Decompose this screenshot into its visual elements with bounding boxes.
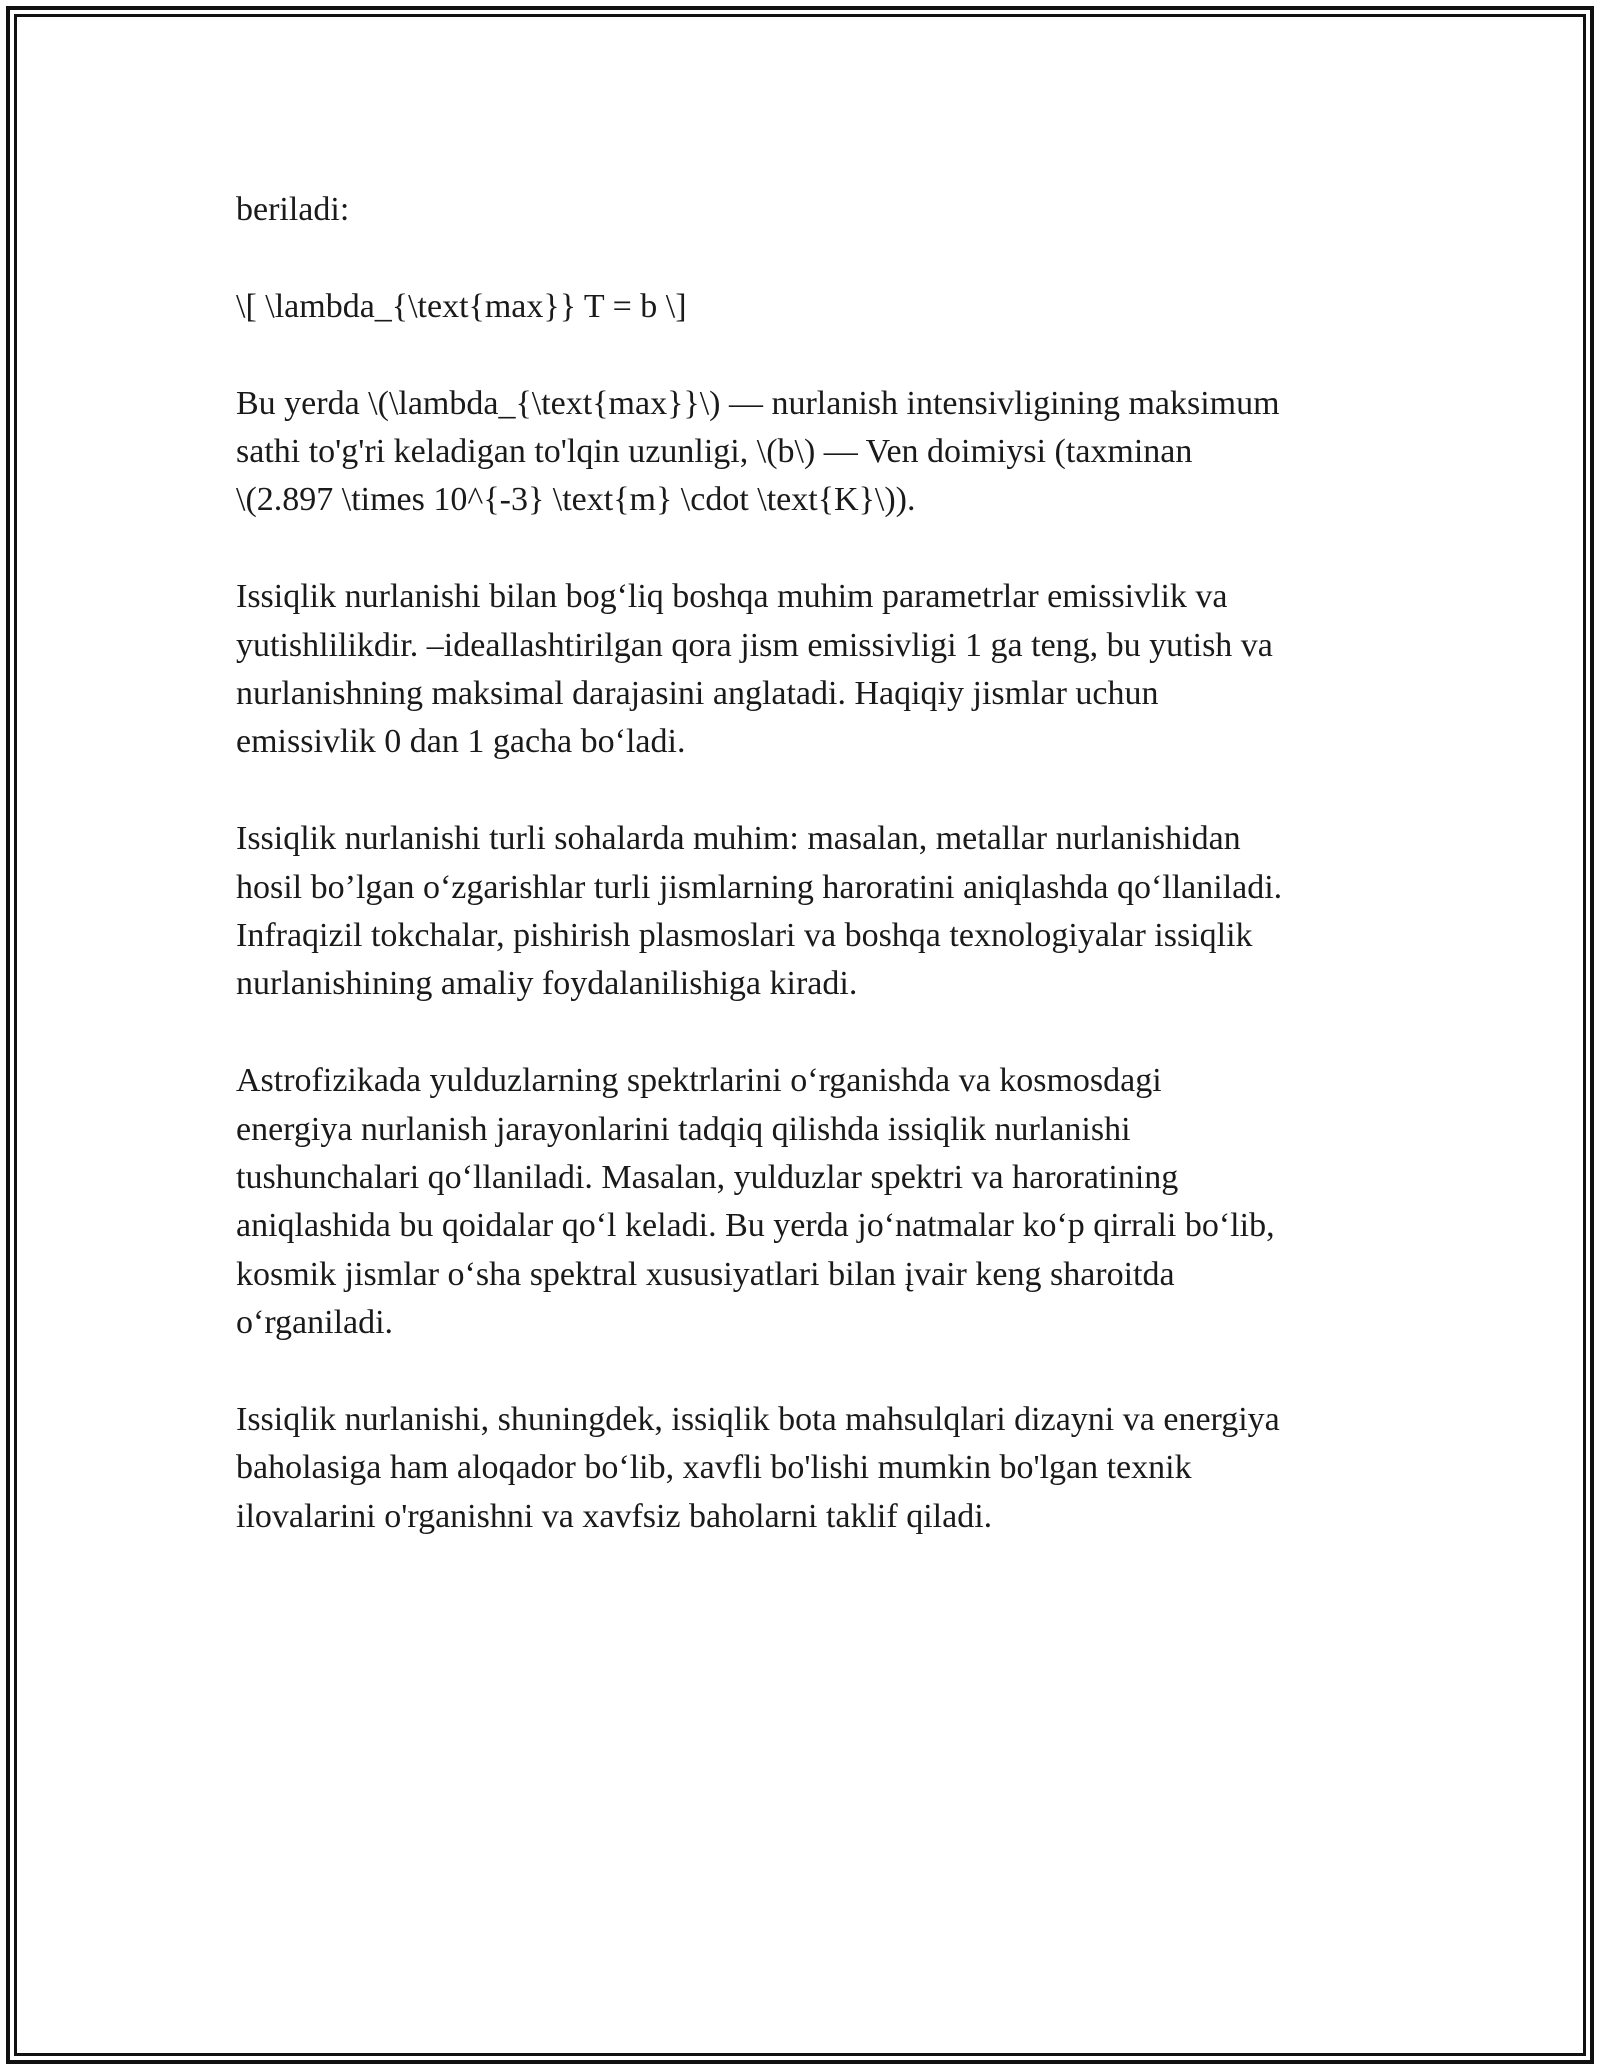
document-body — [236, 186, 1376, 1590]
formula-wien-law: \[ \lambda_{\text{max}} T = b \] — [236, 287, 687, 325]
paragraph-formula-explanation: Bu yerda \(\lambda_{\text{max}}\) — nurlanish intensivligining maksimum sathi to'g'ri keladigan to'lqin uzunligi, \(b\) — Ven doimiysi (taxminan \(2.897 \times 10^{-3} \text{m} \cdot \text{K}\)). — [236, 384, 1280, 519]
paragraph-engineering: Issiqlik nurlanishi, shuningdek, issiqlik bota mahsulqlari dizayni va energiya baholasiga ham aloqador bo‘lib, xavfli bo'lishi mumkin bo'lgan texnik ilovalarini o'rganishni va xavfsiz baholarni taklif qiladi. — [236, 1401, 1280, 1535]
paragraph-astrophysics: Astrofizikada yulduzlarning spektrlarini o‘rganishda va kosmosdagi energiya nurlanish jarayonlarini tadqiq qilishda issiqlik nurlanishi tushunchalari qo‘llaniladi. Masalan, yulduzlar spektri va haroratining aniqlashida bu qoidalar qo‘l keladi. Bu yerda jo‘natmalar ko‘p qirrali bo‘lib, kosmik jismlar o‘sha spektral xususiyatlari bilan įvair keng sharoitda o‘rganiladi. — [236, 1062, 1275, 1342]
paragraph-emissivity: Issiqlik nurlanishi bilan bog‘liq boshqa muhim parametrlar emissivlik va yutishlilikdir. –ideallashtirilgan qora jism emissivligi 1 ga teng, bu yutish va nurlanishning maksimal darajasini anglatadi. Haqiqiy jismlar uchun emissivlik 0 dan 1 gacha bo‘ladi. — [236, 578, 1273, 761]
paragraph-applications: Issiqlik nurlanishi turli sohalarda muhim: masalan, metallar nurlanishidan hosil bo’lgan o‘zgarishlar turli jismlarning haroratini aniqlashda qo‘llaniladi. Infraqizil tokchalar, pishirish plasmoslari va boshqa texnologiyalar issiqlik nurlanishining amaliy foydalanilishiga kiradi. — [236, 820, 1283, 1003]
paragraph-intro: beriladi: — [236, 191, 350, 228]
